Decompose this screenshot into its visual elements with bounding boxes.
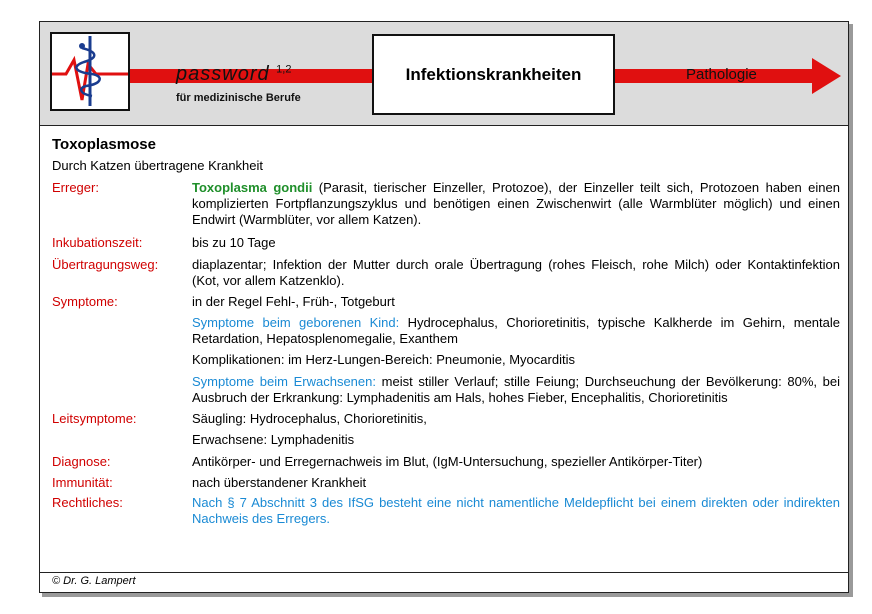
value-uebertragung: diaplazentar; Infektion der Mutter durch orale Übertragung (rohes Fleisch, rohe Milch) oder Kontaktinfektion (Kot, vor allem Katzenklo). [192,257,840,288]
section-label: Pathologie [686,66,757,83]
value-leitsymptome-1: Säugling: Hydrocephalus, Chorioretinitis, [192,411,427,426]
value-leitsymptome-2: Erwachsene: Lymphadenitis [192,432,355,447]
logo-icon [50,32,130,111]
card-shadow-bottom [42,593,853,597]
sublabel-erwachsene: Symptome beim Erwachsenen: [192,374,376,389]
brand-name: password $^{1,2}$ [176,63,292,85]
label-leitsymptome: Leitsymptome: [52,411,137,426]
label-diagnose: Diagnose: [52,454,111,469]
value-symptome-kind: Symptome beim geborenen Kind: Hydrocephalus, Chorioretinitis, typische Kalkherde im Gehirn, mentale Retardation, Hepatosplenomegalie, Exanthem [192,315,840,346]
sublabel-kind: Symptome beim geborenen Kind: [192,315,400,330]
label-erreger: Erreger: [52,180,99,195]
pathogen-name: Toxoplasma gondii [192,180,313,195]
value-komplikationen: Komplikationen: im Herz-Lungen-Bereich: Pneumonie, Myocarditis [192,352,575,367]
card-title: Infektionskrankheiten [372,34,615,115]
copyright: © Dr. G. Lampert [52,575,136,587]
card-shadow-right [849,24,853,596]
value-immunitaet: nach überstandener Krankheit [192,475,367,490]
disease-heading: Toxoplasmose [52,136,156,153]
card-header [40,22,848,126]
value-rechtliches: Nach § 7 Abschnitt 3 des IfSG besteht eine nicht namentliche Meldepflicht bei einem direkten oder indirekten Nachweis des Erregers. [192,495,840,526]
disease-intro: Durch Katzen übertragene Krankheit [52,158,264,173]
label-symptome: Symptome: [52,294,118,309]
info-card [39,21,849,593]
value-symptome-erwachsene: Symptome beim Erwachsenen: meist stiller Verlauf; stille Feiung; Durchseuchung der Bevölkerung: 80%, bei Ausbruch der Erkrankung: Lymphadenitis am Hals, hohes Fieber, Encephalitis, Chorioretinitis [192,374,840,405]
value-erreger: Toxoplasma gondii (Parasit, tierischer Einzeller, Protozoe), der Einzeller teilt sich, Protozoen haben einen komplizierten Fortpflanzungszyklus und benötigen einen Zwischenwirt (alle Warmblüter möglich) und einen Endwirt (Warmblüter, vor allem Katzen). [192,180,840,227]
value-diagnose: Antikörper- und Erregernachweis im Blut, (IgM-Untersuchung, spezieller Antikörper-Titer) [192,454,703,469]
label-rechtliches: Rechtliches: [52,495,123,510]
footer-divider [40,572,848,573]
value-inkubation: bis zu 10 Tage [192,235,276,250]
label-immunitaet: Immunität: [52,475,113,490]
value-symptome: in der Regel Fehl-, Früh-, Totgeburt [192,294,395,309]
label-uebertragung: Übertragungsweg: [52,257,159,272]
label-inkubation: Inkubationszeit: [52,235,143,250]
brand-subtitle: für medizinische Berufe [176,92,301,104]
